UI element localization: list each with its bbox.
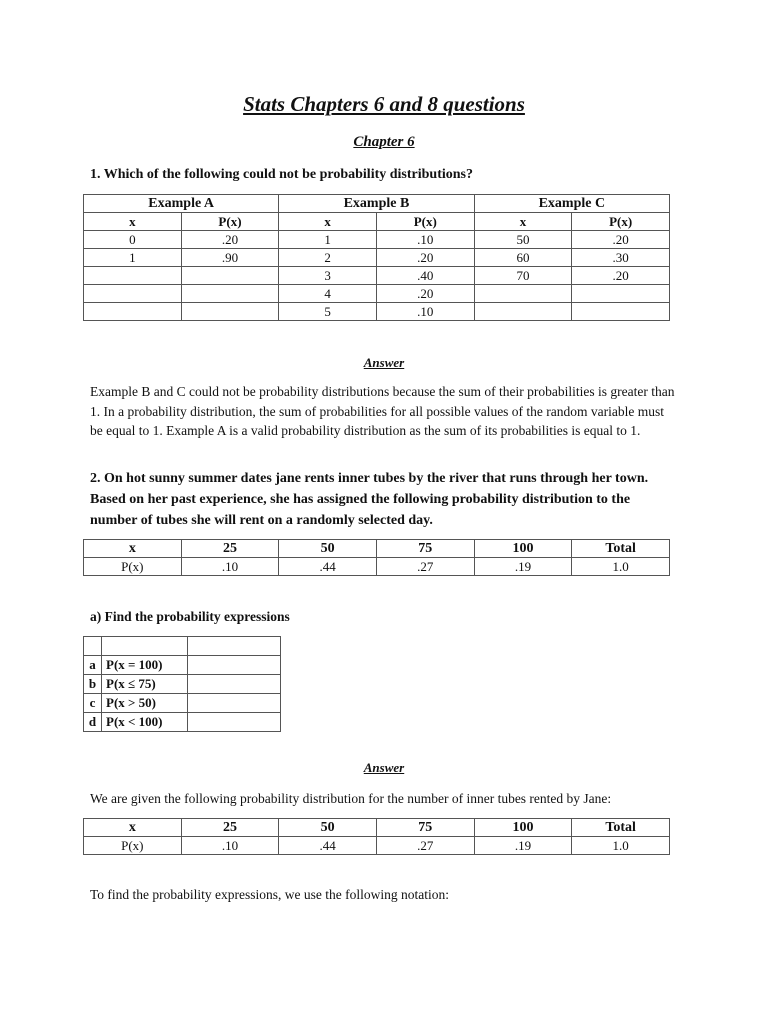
table-cell: x xyxy=(84,819,182,837)
table-row xyxy=(84,249,670,267)
distribution-table-answer xyxy=(83,818,670,855)
expressions-table xyxy=(83,636,281,732)
table-cell: P(x) xyxy=(376,213,474,231)
table-cell: .44 xyxy=(279,558,377,576)
table-cell: 4 xyxy=(279,285,377,303)
table-cell: .20 xyxy=(572,267,670,285)
table-cell: P(x) xyxy=(181,213,279,231)
table-cell: 3 xyxy=(279,267,377,285)
table-cell: .20 xyxy=(572,231,670,249)
table-cell: 50 xyxy=(474,231,572,249)
table-cell: 1 xyxy=(279,231,377,249)
table-row xyxy=(84,303,670,321)
expression-answer xyxy=(188,694,281,713)
example-a-header: Example A xyxy=(84,195,279,213)
table-cell: Total xyxy=(572,819,670,837)
expression-text: P(x < 100) xyxy=(102,713,188,732)
table-cell: 1 xyxy=(84,249,182,267)
table-row xyxy=(84,285,670,303)
table-cell xyxy=(474,303,572,321)
table-cell: .40 xyxy=(376,267,474,285)
answer-heading-1: Answer xyxy=(363,355,405,370)
table-cell: .10 xyxy=(181,558,279,576)
table-cell: .30 xyxy=(572,249,670,267)
expression-label: a xyxy=(84,656,102,675)
table-cell: .10 xyxy=(376,231,474,249)
table-cell: 50 xyxy=(279,819,377,837)
table-cell: .20 xyxy=(376,249,474,267)
table-row xyxy=(84,540,670,558)
table-cell: 60 xyxy=(474,249,572,267)
answer-intro-2: We are given the following probability distribution for the number of inner tubes rented by Jane: xyxy=(90,791,612,806)
table-cell: P(x) xyxy=(572,213,670,231)
table-cell: Total xyxy=(572,540,670,558)
table-cell xyxy=(84,303,182,321)
table-cell: .44 xyxy=(279,837,377,855)
table-row xyxy=(84,267,670,285)
table-cell: .20 xyxy=(376,285,474,303)
table-cell xyxy=(572,285,670,303)
table-row xyxy=(84,819,670,837)
table-cell xyxy=(181,267,279,285)
page-title: Stats Chapters 6 and 8 questions xyxy=(243,92,525,116)
table-row xyxy=(84,637,281,656)
table-cell: x xyxy=(84,213,182,231)
expression-label: d xyxy=(84,713,102,732)
question-1: 1. Which of the following could not be probability distributions? xyxy=(90,167,473,182)
table-cell: 75 xyxy=(376,819,474,837)
table-cell: 70 xyxy=(474,267,572,285)
table-cell: .19 xyxy=(474,837,572,855)
table-cell xyxy=(181,285,279,303)
table-row xyxy=(84,675,281,694)
table-row xyxy=(84,558,670,576)
part-a-heading: a) Find the probability expressions xyxy=(90,609,290,624)
table-cell: 1.0 xyxy=(572,558,670,576)
table-row xyxy=(84,231,670,249)
table-cell: 25 xyxy=(181,540,279,558)
expression-text: P(x ≤ 75) xyxy=(102,675,188,694)
example-c-header: Example C xyxy=(474,195,669,213)
examples-table xyxy=(83,194,670,321)
table-row xyxy=(84,713,281,732)
table-cell xyxy=(84,267,182,285)
table-cell: 50 xyxy=(279,540,377,558)
table-cell xyxy=(474,285,572,303)
expression-answer xyxy=(188,656,281,675)
distribution-table xyxy=(83,539,670,576)
question-2: 2. On hot sunny summer dates jane rents inner tubes by the river that runs through her town. Based on her past experience, she has assigned the following probability distribution to the number of tubes she will rent on a randomly selected day. xyxy=(90,471,649,528)
table-cell: .90 xyxy=(181,249,279,267)
table-cell: P(x) xyxy=(84,558,182,576)
table-cell: 5 xyxy=(279,303,377,321)
table-cell: 25 xyxy=(181,819,279,837)
answer-heading-2: Answer xyxy=(363,760,405,775)
table-cell: x xyxy=(474,213,572,231)
table-cell: .27 xyxy=(376,837,474,855)
expression-answer xyxy=(188,675,281,694)
expression-text: P(x > 50) xyxy=(102,694,188,713)
table-cell: .10 xyxy=(181,837,279,855)
table-cell: 0 xyxy=(84,231,182,249)
table-cell: P(x) xyxy=(84,837,182,855)
expression-text: P(x = 100) xyxy=(102,656,188,675)
table-cell: .19 xyxy=(474,558,572,576)
table-cell: 2 xyxy=(279,249,377,267)
table-cell xyxy=(181,303,279,321)
table-cell: .27 xyxy=(376,558,474,576)
chapter-heading: Chapter 6 xyxy=(353,134,415,150)
table-cell: 75 xyxy=(376,540,474,558)
table-cell xyxy=(572,303,670,321)
table-cell: 1.0 xyxy=(572,837,670,855)
notation-text: To find the probability expressions, we use the following notation: xyxy=(90,887,449,902)
table-cell: x xyxy=(279,213,377,231)
expression-label: c xyxy=(84,694,102,713)
table-cell: x xyxy=(84,540,182,558)
table-row xyxy=(84,694,281,713)
table-cell: .20 xyxy=(181,231,279,249)
table-row xyxy=(84,213,670,231)
table-cell xyxy=(84,285,182,303)
table-cell: 100 xyxy=(474,540,572,558)
expression-answer xyxy=(188,713,281,732)
table-row xyxy=(84,656,281,675)
example-b-header: Example B xyxy=(279,195,474,213)
answer-text-1: Example B and C could not be probability distributions because the sum of their probabilities is greater than 1. In a probability distribution, the sum of probabilities for all possible values of the random variable must be equal to 1. Example A is a valid probability distribution as the sum of its probabilities is equal to 1. xyxy=(90,384,675,438)
table-cell: 100 xyxy=(474,819,572,837)
table-cell: .10 xyxy=(376,303,474,321)
table-row xyxy=(84,837,670,855)
expression-label: b xyxy=(84,675,102,694)
